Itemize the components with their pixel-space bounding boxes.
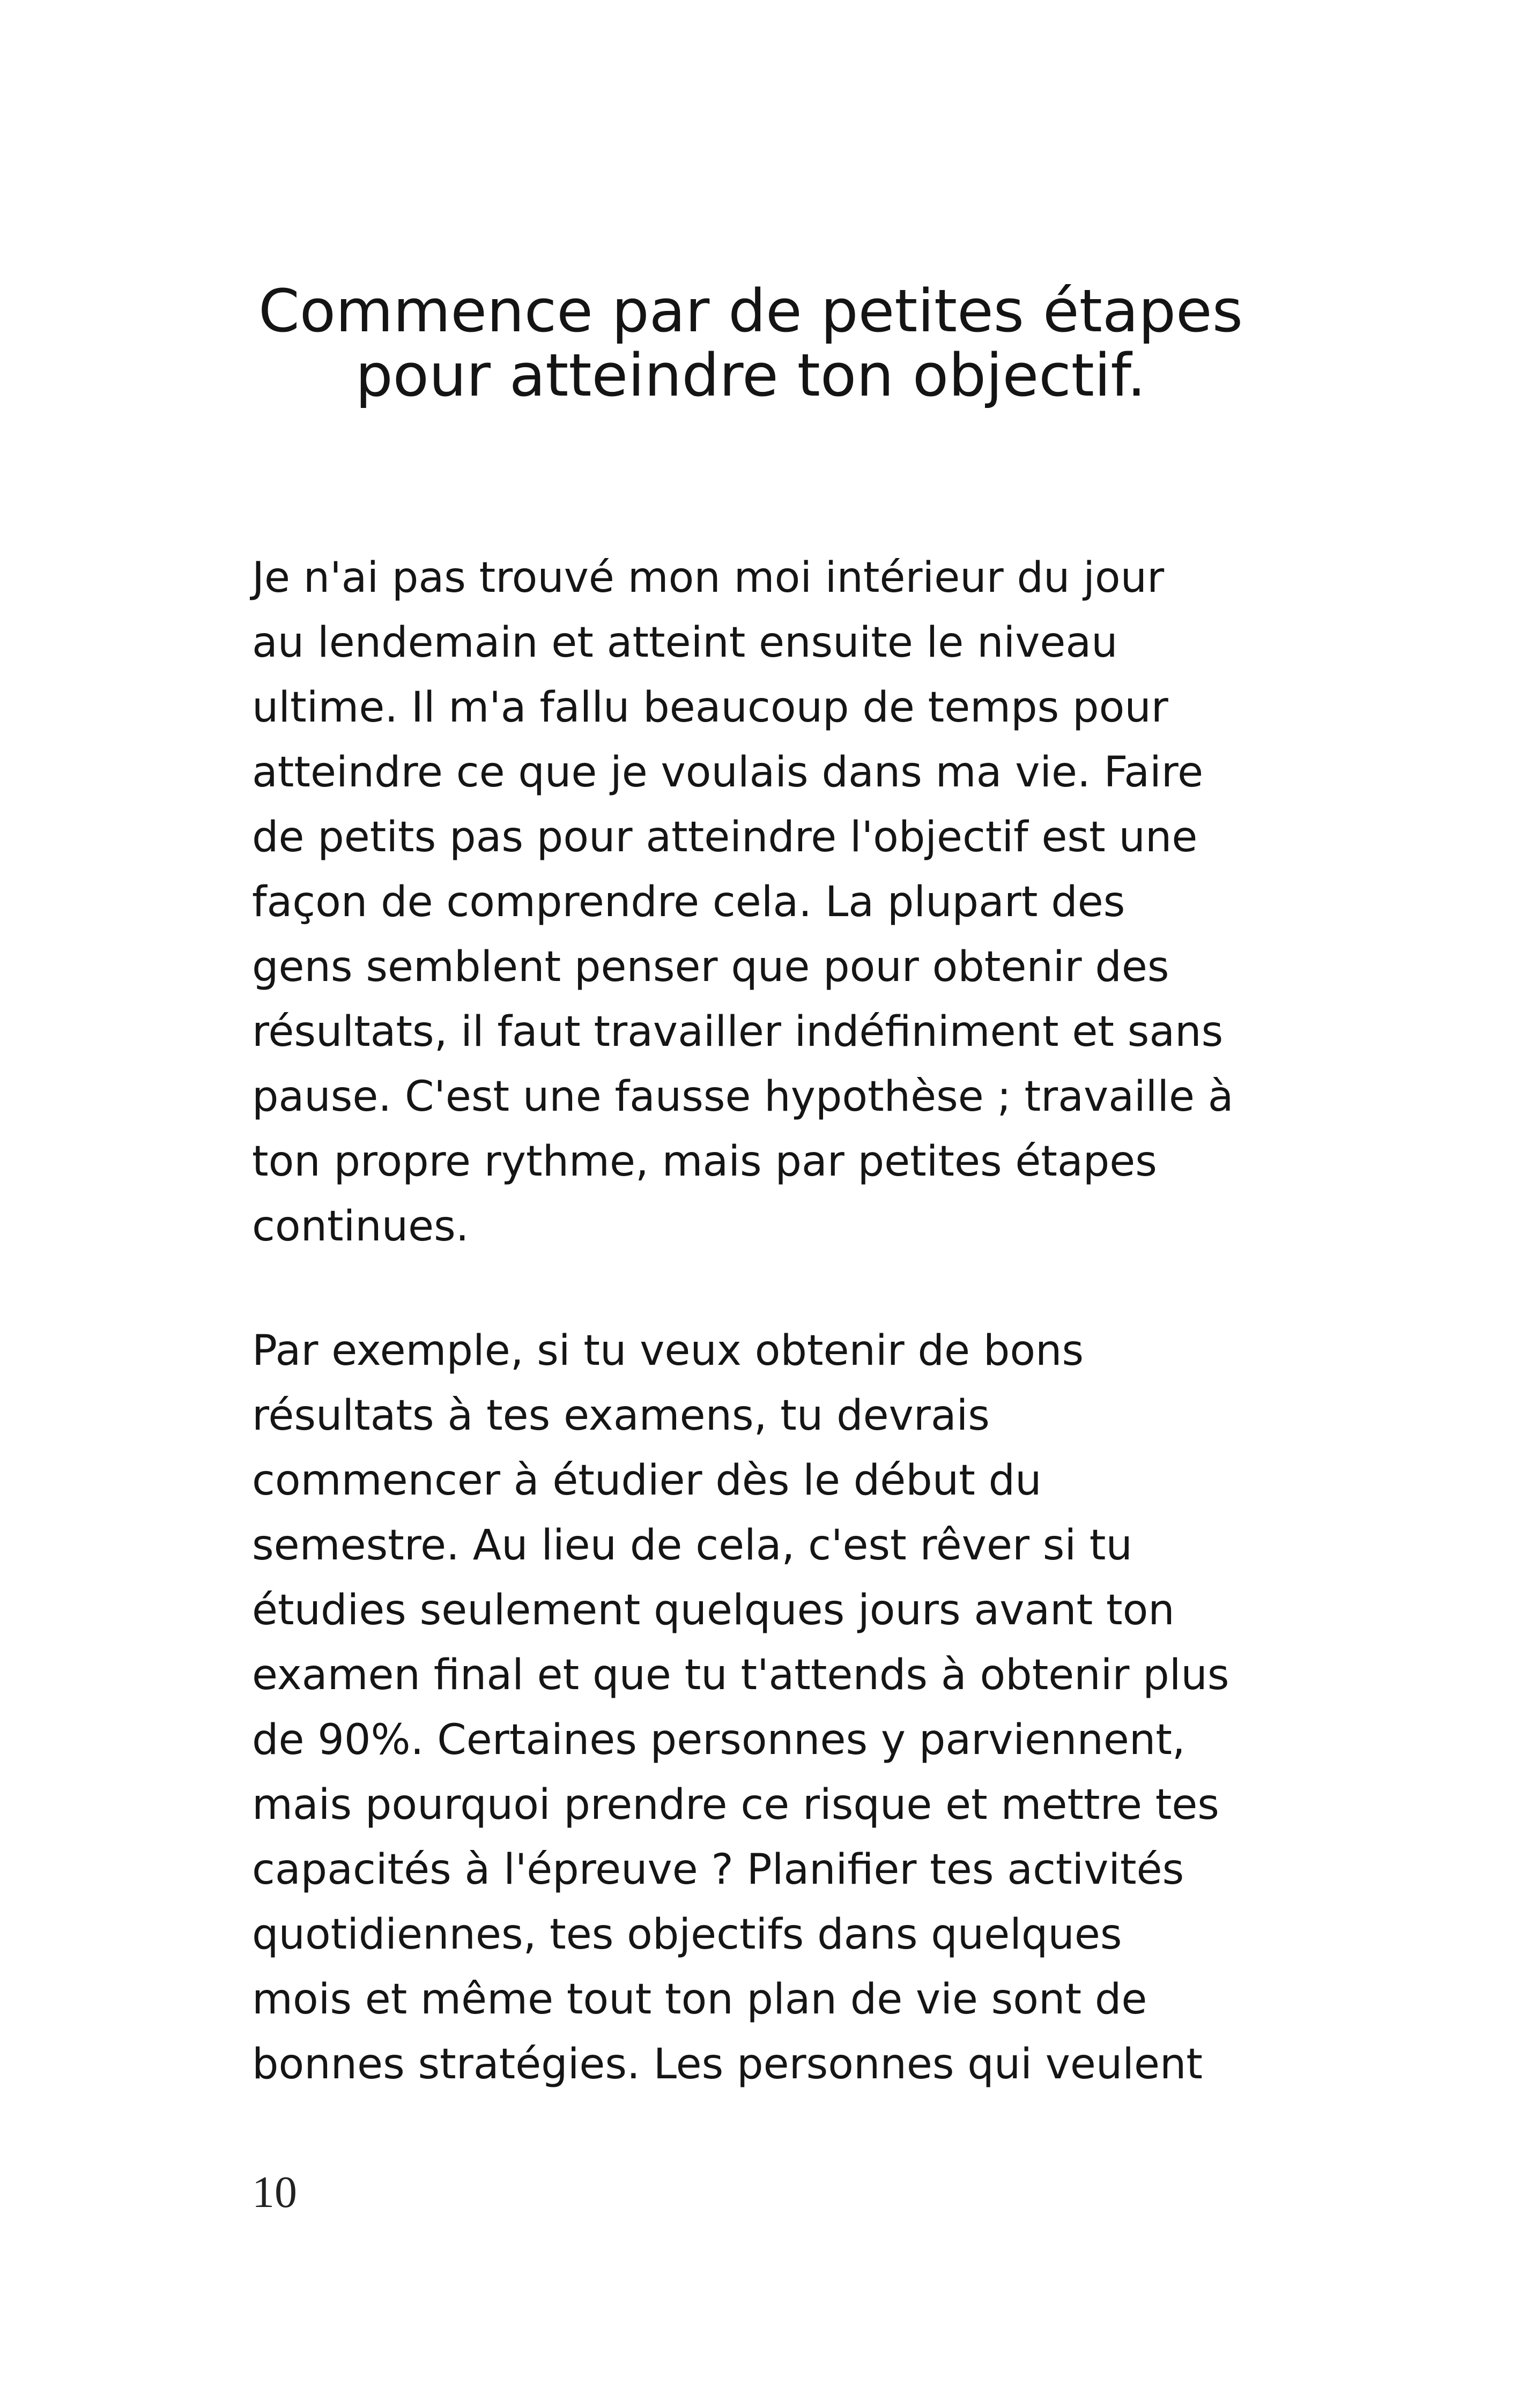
chapter-title-line: Commence par de petites étapes: [258, 277, 1243, 345]
text-line: quotidiennes, tes objectifs dans quelques: [252, 1911, 1122, 1959]
text-line: résultats à tes examens, tu devrais: [252, 1392, 990, 1440]
text-line: commencer à étudier dès le début du: [252, 1456, 1042, 1505]
text-line: façon de comprendre cela. La plupart des: [252, 878, 1125, 926]
paragraph-2: [252, 1319, 1281, 2097]
paragraph-1: [252, 546, 1281, 1259]
text-line: résultats, il faut travailler indéfiniment et sans: [252, 1008, 1224, 1056]
chapter-title-line: pour atteindre ton objectif.: [355, 341, 1146, 410]
text-line: de petits pas pour atteindre l'objectif est une: [252, 813, 1198, 861]
text-line: au lendemain et atteint ensuite le niveau: [252, 619, 1118, 667]
text-line: Par exemple, si tu veux obtenir de bons: [252, 1327, 1084, 1375]
text-line: étudies seulement quelques jours avant ton: [252, 1586, 1175, 1634]
text-line: pause. C'est une fausse hypothèse ; travaille à: [252, 1073, 1234, 1121]
text-line: ton propre rythme, mais par petites étapes: [252, 1138, 1157, 1186]
text-line: atteindre ce que je voulais dans ma vie. Faire: [252, 748, 1204, 797]
text-line: bonnes stratégies. Les personnes qui veulent: [252, 2040, 1203, 2089]
text-line: semestre. Au lieu de cela, c'est rêver si tu: [252, 1521, 1132, 1570]
chapter-title: [204, 277, 1298, 410]
text-line: mois et même tout ton plan de vie sont de: [252, 1975, 1147, 2024]
text-line: de 90%. Certaines personnes y parviennent,: [252, 1716, 1185, 1764]
text-line: gens semblent penser que pour obtenir des: [252, 943, 1169, 991]
text-line: capacités à l'épreuve ? Planifier tes activités: [252, 1846, 1184, 1894]
page-number: 10: [252, 2167, 297, 2217]
text-line: ultime. Il m'a fallu beaucoup de temps pour: [252, 683, 1168, 732]
text-line: mais pourquoi prendre ce risque et mettre tes: [252, 1781, 1219, 1829]
text-line: Je n'ai pas trouvé mon moi intérieur du jour: [252, 554, 1165, 602]
text-line: continues.: [252, 1202, 469, 1251]
text-line: examen final et que tu t'attends à obtenir plus: [252, 1651, 1229, 1699]
